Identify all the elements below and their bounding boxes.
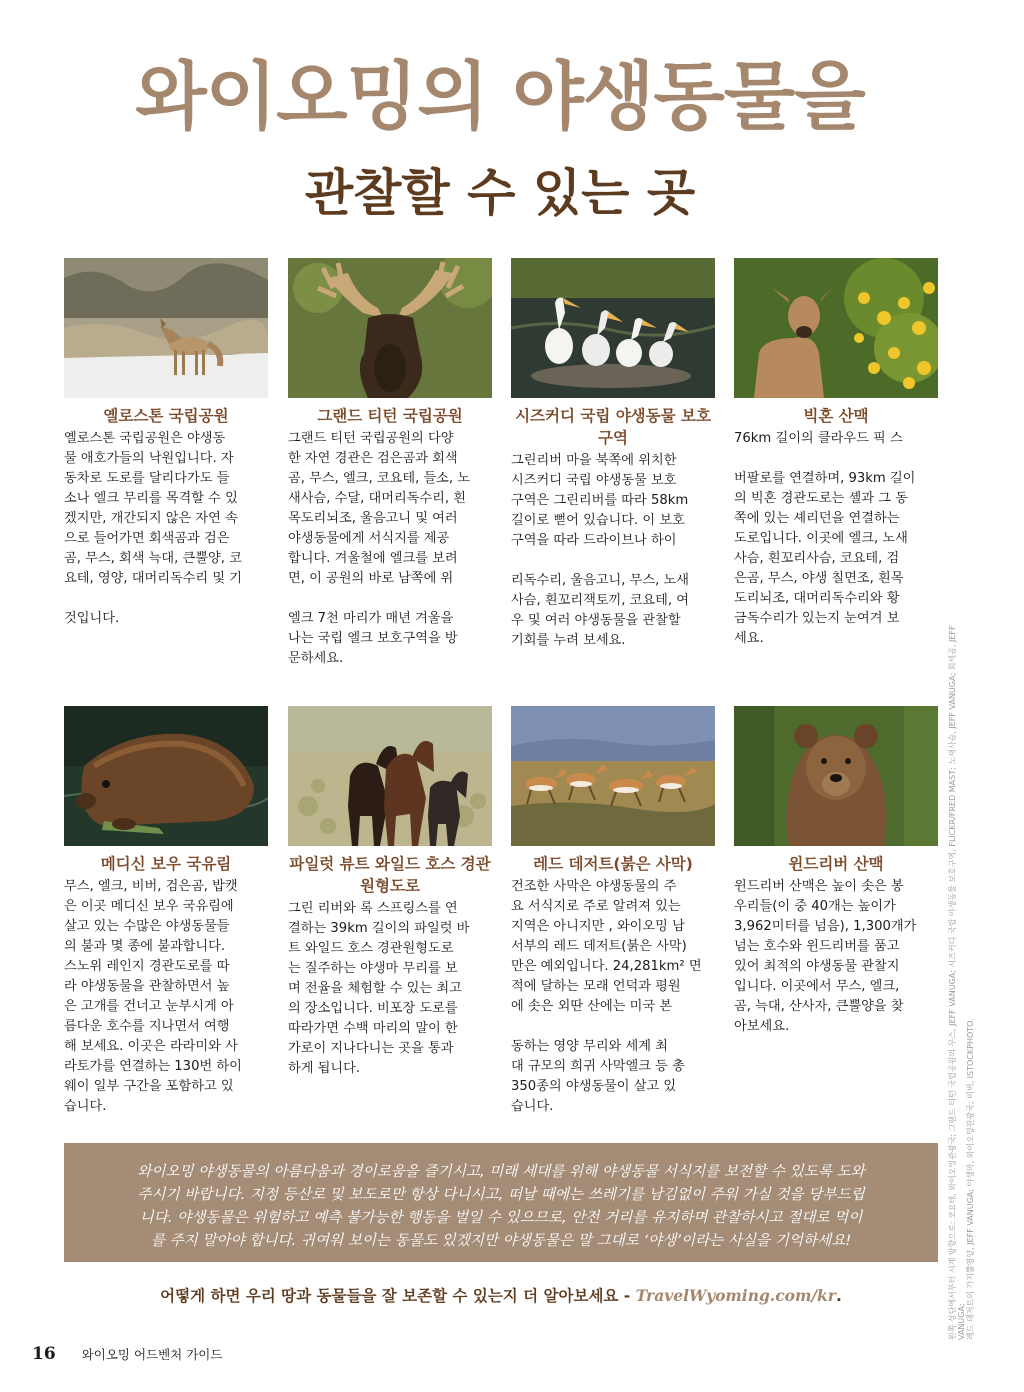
card-title: 파일럿 뷰트 와일드 호스 경관원형도로 [289, 855, 491, 895]
learn-more-text: 어떻게 하면 우리 땅과 동물들을 잘 보존할 수 있는지 더 알아보세요 - [160, 1287, 636, 1305]
page-footer [32, 1344, 222, 1368]
learn-more-end: . [835, 1287, 842, 1305]
card-body: 윈드리버 산맥은 높이 솟은 봉 우리들(이 중 40개는 높이가 3,962미터를 넘음), 1,300개가 넘는 호수와 윈드리버를 품고 있어 최적의 야생동물 관찰지 입니다. 이곳에서 무스, 엘크, 곰, 늑대, 산사자, 큰뿔양을 찾 아보세요. [734, 879, 917, 1034]
pelicans-photo [511, 258, 715, 398]
card-title: 레드 데저트(붉은 사막) [533, 855, 693, 873]
card-pilot-butte [288, 706, 492, 1079]
card-seedskadee [511, 258, 715, 651]
card-wind-river [734, 706, 938, 1037]
beaver-photo [64, 706, 268, 846]
page-number: 16 [32, 1344, 56, 1364]
photo-credits [948, 595, 975, 1340]
card-title: 빅혼 산맥 [803, 407, 869, 425]
page-title: 와이오밍의 야생동물을 [135, 54, 865, 140]
card-red-desert [511, 706, 715, 1117]
notice-text: 와이오밍 야생동물의 아름다움과 경이로움을 즐기시고, 미래 세대를 위해 야생동물 서식지를 보전할 수 있도록 도와 주시기 바랍니다. 지정 등산로 및 보도로만 항상 다니시고, 떠날 때에는 쓰레기를 남김없이 주워 가실 것을 당부드립 니다. 야생동물은 위험하고 예측 불가능한 행동을 벌일 수 있으므로, 안전 거리를 유지하며 관찰하시고 절대로 먹이 를 주지 말아야 합니다. 귀여워 보이는 동물도 있겠지만 야생동물은 말 그대로 ‘야생’이라는 사실을 기억하세요! [137, 1163, 865, 1249]
card-title: 메디신 보우 국유림 [100, 855, 232, 873]
coyote-photo [64, 258, 268, 398]
deer-photo [734, 258, 938, 398]
guide-name: 와이오밍 어드벤처 가이드 [81, 1347, 223, 1362]
moose-photo [288, 258, 492, 398]
card-body: 그린 리버와 록 스프링스를 연 결하는 39km 길이의 파일럿 바 트 와일드 호스 경관원형도로 는 질주하는 야생마 무리를 보 며 전율을 체험할 수 있는 최고 의 장소입니다. 비포장 도로를 따라가면 수백 마리의 말이 한 가로이 지나다니는 곳을 통과 하게 됩니다. [288, 901, 470, 1076]
card-body: 그린리버 마을 북쪽에 위치한 시즈커디 국립 야생동물 보호 구역은 그린리버를 따라 58km 길이로 뻗어 있습니다. 이 보호 구역을 따라 드라이브나 하이 리독수리, 울음고니, 무스, 노새 사슴, 흰꼬리잭토끼, 코요테, 여 우 및 여러 야생동물을 관찰할 기회를 누려 보세요. [511, 453, 690, 648]
card-medicine-bow [64, 706, 268, 1117]
card-body: 그랜드 티턴 국립공원의 다양 한 자연 경관은 검은곰과 회색 곰, 무스, 엘크, 코요테, 들소, 노 새사슴, 수달, 대머리독수리, 흰 목도리뇌조, 울음고니 및 여러 야생동물에게 서식지를 제공 합니다. 겨울철에 엘크를 보려 면, 이 공원의 바로 남쪽에 위 엘크 7천 마리가 매년 겨울을 나는 국립 엘크 보호구역을 방 문하세요. [288, 431, 471, 666]
page-subtitle: 관찰할 수 있는 곳 [304, 164, 696, 222]
card-title: 옐로스톤 국립공원 [103, 407, 229, 425]
card-grand-teton [288, 258, 492, 669]
card-body: 건조한 사막은 야생동물의 주 요 서식지로 주로 알려져 있는 지역은 아니지만 , 와이오밍 남 서부의 레드 데저트(붉은 사막) 만은 예외입니다. 24,281km² 면 적에 달하는 모래 언덕과 평원 에 솟은 외딴 산에는 미국 본 동하는 영양 무리와 세계 최 대 규모의 희귀 사막엘크 등 총 350종의 야생동물이 살고 있 습니다. [511, 879, 702, 1114]
bear-photo [734, 706, 938, 846]
card-title: 윈드리버 산맥 [788, 855, 884, 873]
pronghorn-photo [511, 706, 715, 846]
card-yellowstone [64, 258, 268, 629]
photo-credits-text: 왼쪽 상단에서부터 시계 방향으로: 코요테, 와이오밍관광국; 그랜드 티턴 국립공원의 무스, JEFF VANUGA; 시즈커디 국립 야생동물 보호구역, FLICKR/FRED MAST; 노새사슴, JEFF VANUGA; 회색곰, JEFF VANUGA; 레드 데저트의 가지뿔영양, JEFF VANUGA; 야생마, 와이오밍관광국; 비버, ISTOCKPHOTO. [948, 625, 975, 1340]
card-title: 그랜드 티턴 국립공원 [317, 407, 463, 425]
card-title: 시즈커디 국립 야생동물 보호구역 [515, 407, 711, 447]
card-body: 무스, 엘크, 비버, 검은곰, 밥캣 은 이곳 메디신 보우 국유림에 살고 있는 수많은 야생동물들 의 불과 몇 종에 불과합니다. 스노위 레인지 경관도로를 따 라 야생동물을 관찰하면서 높 은 고개를 건너고 눈부시게 아 름다운 호수를 지나면서 여행 해 보세요. 이곳은 라라미와 사 라토가를 연결하는 130번 하이 웨이 일부 구간을 포함하고 있 습니다. [64, 879, 242, 1114]
website-link[interactable]: TravelWyoming.com/kr [635, 1286, 836, 1305]
learn-more-line [64, 1284, 938, 1306]
card-body: 76km 길이의 클라우드 픽 스 버팔로를 연결하며, 93km 길이 의 빅혼 경관도로는 셸과 그 동 쪽에 있는 셰리던을 연결하는 도로입니다. 이곳에 엘크, 노새 사슴, 흰꼬리사슴, 코요테, 검 은곰, 무스, 야생 칠면조, 흰목 도리뇌조, 대머리독수리와 황 금독수리가 있는지 눈여겨 보 세요. [734, 431, 916, 646]
card-body: 옐로스톤 국립공원은 야생동 물 애호가들의 낙원입니다. 자 동차로 도로를 달리다가도 들 소나 엘크 무리를 목격할 수 있 겠지만, 개간되지 않은 자연 속 으로 들어가면 회색곰과 검은 곰, 무스, 회색 늑대, 큰뿔양, 코 요테, 영양, 대머리독수리 및 기 것입니다. [64, 431, 243, 626]
card-bighorn [734, 258, 938, 649]
horses-photo [288, 706, 492, 846]
conservation-notice [64, 1143, 938, 1262]
